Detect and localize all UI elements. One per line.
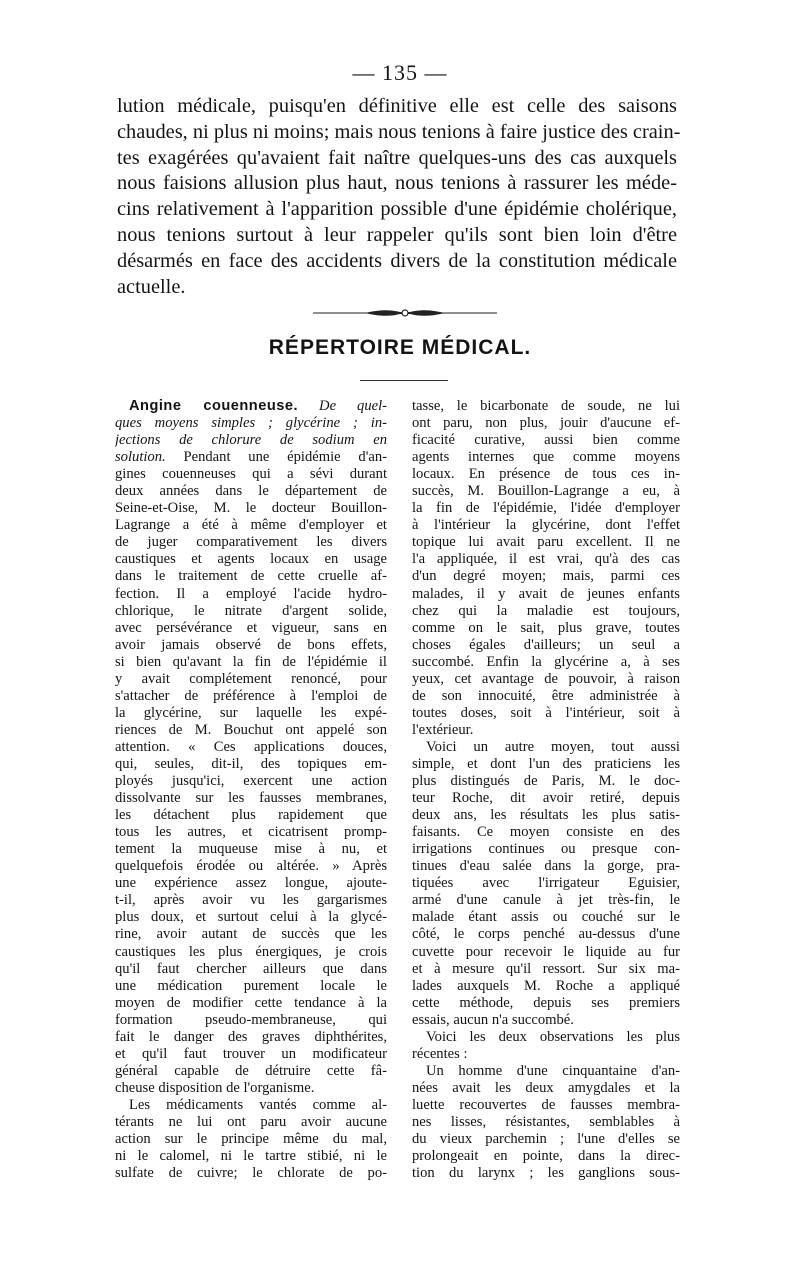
column-line: action sur le principe même du mal, (115, 1131, 387, 1148)
column-line: tinues d'eau salée dans la gorge, pra- (412, 858, 680, 875)
column-line: deux ans, les résultats les plus satis- (412, 807, 680, 824)
column-line: essais, aucun n'a succombé. (412, 1011, 574, 1028)
column-line: si bien qu'avant la fin de l'épidémie il (115, 653, 387, 670)
column-line: moyen de modifier cette tendance à la (115, 994, 387, 1011)
column-line: cuvette pour recevoir le liquide au fur (412, 943, 680, 960)
article-title: Angine couenneuse. (129, 398, 299, 414)
column-line: d'un degré moyen; mais, parmi ces (412, 568, 680, 585)
intro-line: désarmés en face des accidents divers de la constitution médicale (117, 249, 677, 272)
column-line: Voici un autre moyen, tout aussi (426, 738, 680, 755)
column-line: chlorique, le nitrate d'argent solide, (115, 602, 387, 619)
column-line: luette recouvertes de fausses membra- (412, 1096, 680, 1113)
article-subtitle-line: jections de chlorure de sodium en (115, 432, 387, 449)
article-subtitle: De quel- (319, 398, 387, 414)
intro-line: cins relativement à l'apparition possible d'une épidémie cholérique, (117, 198, 677, 221)
column-line: de son innocuité, être administrée à (412, 687, 680, 704)
column-line: l'extérieur. (412, 721, 474, 738)
column-line: Les médicaments vantés comme al- (129, 1096, 387, 1113)
column-line: prolongeait en pointe, dans la direc- (412, 1148, 680, 1165)
column-line: fait le danger des graves diphthérites, (115, 1028, 387, 1045)
column-line: térants ne lui ont paru avoir aucune (115, 1113, 387, 1130)
column-line: général capable de détruire cette fâ- (115, 1062, 387, 1079)
column-line: Voici les deux observations les plus (426, 1028, 680, 1045)
column-line: avoir jamais observé de bons effets, (115, 636, 387, 653)
column-line: malades, il y avait de jeunes enfants (412, 585, 680, 602)
column-line: et qu'il faut trouver un modificateur (115, 1045, 387, 1062)
column-line: la fin de l'épidémie, l'idée d'employer (412, 500, 680, 517)
column-line: tiquées avec l'irrigateur Eguisier, (412, 875, 680, 892)
column-line: nées avait les deux amygdales et la (412, 1079, 680, 1096)
article-subtitle-line: ques moyens simples ; glycérine ; in- (115, 415, 387, 432)
column-line: riences de M. Bouchut ont appelé son (115, 721, 387, 738)
column-line: lades auxquels M. Roche a appliqué (412, 977, 680, 994)
column-line-text: Pendant une épidémie d'an- (165, 449, 387, 466)
column-line: ficacité curative, aussi bien comme (412, 432, 680, 449)
column-line: comme on le sait, plus grave, toutes (412, 619, 680, 636)
column-line: Seine-et-Oise, M. le docteur Bouillon- (115, 500, 387, 517)
column-line: tement la muqueuse mise à nu, et (115, 841, 387, 858)
column-line: la glycérine, sur laquelle les expé- (115, 704, 387, 721)
column-line: sulfate de cuivre; le chlorate de po- (115, 1165, 387, 1182)
column-line: armé d'une canule à jet très-fin, le (412, 892, 680, 909)
column-line: l'a appliquée, il est vrai, qu'à des cas (412, 551, 680, 568)
column-line: faisants. Ce moyen consiste en des (412, 824, 680, 841)
column-line: locaux. En présence de tous ces in- (412, 466, 680, 483)
column-line: succombé. Enfin la glycérine a, à ses (412, 653, 680, 670)
column-line: simple, et dont l'un des praticiens les (412, 755, 680, 772)
column-line: attention. « Ces applications douces, (115, 738, 387, 755)
column-line: dans le traitement de cette cruelle af- (115, 568, 387, 585)
article-subtitle-end: solution. (115, 449, 166, 466)
intro-line: tes exagérées qu'avaient fait naître quelques-uns des cas auxquels (117, 146, 677, 169)
column-line: cheuse disposition de l'organisme. (115, 1079, 315, 1096)
column-line: dissolvante sur les fausses membranes, (115, 790, 387, 807)
column-line: irrigations continues ou presque con- (412, 841, 680, 858)
ornament-divider (305, 307, 505, 319)
column-line: avec persévérance et vigueur, sans en (115, 619, 387, 636)
right-column (412, 398, 680, 1182)
column-line: tasse, le bicarbonate de soude, ne lui (412, 398, 680, 414)
column-line: qu'il faut chercher ailleurs que dans (115, 960, 387, 977)
intro-line: nous tenions surtout à leur rappeler qu'ils sont bien loin d'être (117, 223, 677, 246)
column-line: yeux, cet avantage de pouvoir, à raison (412, 670, 680, 687)
intro-paragraph (117, 94, 681, 300)
column-line: succès, M. Bouillon-Lagrange a eu, à (412, 483, 680, 500)
column-line: caustiques les plus énergiques, je crois (115, 943, 387, 960)
column-line: t-il, après avoir vu les gargarismes (115, 892, 387, 909)
page-number: — 135 — (352, 60, 448, 85)
column-line: et à mesure qu'il ressort. Sur six ma- (412, 960, 680, 977)
column-line: y avait complétement renoncé, pour (115, 670, 387, 687)
column-line: rine, avoir autant de succès que les (115, 926, 387, 943)
column-line: quelquefois érodée ou altérée. » Après (115, 858, 387, 875)
column-line: toutes doses, soit à l'intérieur, soit à (412, 704, 680, 721)
column-line: formation pseudo-membraneuse, qui (115, 1011, 387, 1028)
column-line: agents internes que comme moyens (412, 449, 680, 466)
column-line: une expérience assez longue, ajoute- (115, 875, 387, 892)
column-line: récentes : (412, 1045, 468, 1062)
column-line: caustiques et agents locaux en usage (115, 551, 387, 568)
intro-line: nous faisions allusion plus haut, nous tenions à rassurer les méde- (117, 172, 677, 195)
article-first-line (115, 398, 387, 415)
column-line: tous les autres, et cicatrisent promp- (115, 824, 387, 841)
left-column (115, 398, 387, 1182)
column-line: tion du larynx ; les ganglions sous- (412, 1165, 680, 1182)
column-line: de juger comparativement les divers (115, 534, 387, 551)
column-line: à l'intérieur la glycérine, dont l'effet (412, 517, 680, 534)
column-line: Un homme d'une cinquantaine d'an- (426, 1062, 680, 1079)
column-line: Lagrange a été à même d'employer et (115, 517, 387, 534)
column-line: ni le calomel, ni le tartre stibié, ni le (115, 1148, 387, 1165)
column-line: fection. Il a employé l'acide hydro- (115, 585, 387, 602)
column-line: deux années dans le département de (115, 483, 387, 500)
column-line: plus distingués de Paris, M. le doc- (412, 773, 680, 790)
column-line: plus doux, et surtout celui à la glycé- (115, 909, 387, 926)
column-line: ont paru, non plus, jouir d'aucune ef- (412, 415, 680, 432)
column-line: nes lisses, résistantes, semblables à (412, 1113, 680, 1130)
column-line: qui, seules, dit-il, des topiques em- (115, 755, 387, 772)
column-line: gines couenneuses qui a sévi durant (115, 466, 387, 483)
column-line: cette méthode, depuis ses premiers (412, 994, 680, 1011)
column-line: une médication purement locale le (115, 977, 387, 994)
heading-rule (360, 380, 448, 381)
column-line: malade étant assis ou couché sur le (412, 909, 680, 926)
column-line: du vieux parchemin ; l'une d'elles se (412, 1131, 680, 1148)
section-heading: RÉPERTOIRE MÉDICAL. (268, 336, 532, 359)
column-line (115, 449, 387, 466)
column-line: topique lui avait paru excellent. Il ne (412, 534, 680, 551)
intro-line: actuelle. (117, 275, 186, 298)
intro-line: chaudes, ni plus ni moins; mais nous tenions à faire justice des crain- (117, 120, 681, 143)
column-line: choses égales d'ailleurs; un seul a (412, 636, 680, 653)
column-line: chez qui la maladie est toujours, (412, 602, 680, 619)
column-line: teur Roche, dit avoir retiré, depuis (412, 790, 680, 807)
column-line: ployés jusqu'ici, exercent une action (115, 773, 387, 790)
column-line: côté, le corps penché au-dessus d'une (412, 926, 680, 943)
column-line: les détachent plus rapidement que (115, 807, 387, 824)
column-line: s'attacher de préférence à l'emploi de (115, 687, 387, 704)
intro-line: lution médicale, puisqu'en définitive elle est celle des saisons (117, 95, 677, 117)
